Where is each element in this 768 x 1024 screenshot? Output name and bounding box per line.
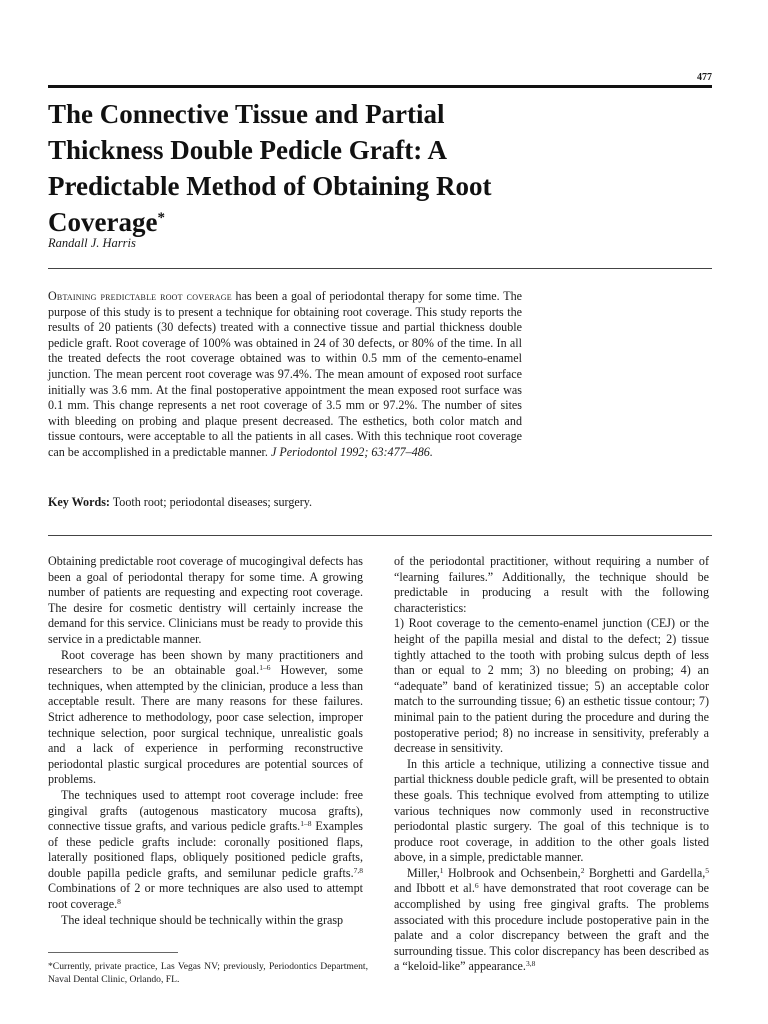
reference-marker: 7,8 [353,865,363,875]
article-title [48,96,588,240]
paragraph: In this article a technique, utilizing a connective tissue and partial thickness double pedicle graft, will be presented to obtain these goals. This technique evolved from attempting to utilize various techniques now commonly used in reconstructive periodontal plastic surgery. The goal of this technique is to produce root coverage, in addition to the other goals listed above, in a simple, predictable manner. [394,756,709,865]
paragraph: Obtaining predictable root coverage of mucogingival defects has been a goal of periodontal therapy for some time. A growing number of patients are requesting and expecting root coverage. The desire for cosmetic dentistry will certainly increase the demand for this service. Clinicians must be ready to provide this service in a predictable manner. [48,554,363,646]
author-name: Randall J. Harris [48,236,136,250]
body-column-left [48,554,363,928]
abstract-body: has been a goal of periodontal therapy for some time. The purpose of this study is to present a technique for obtaining root coverage. This study reports the results of 20 patients (30 defects) treated with a connective tissue and partial thickness double pedicle graft. Root coverage of 100% was obtained in 24 of 30 defects, or 80% of the time. In all the treated defects the root coverage obtained was to within 0.5 mm of the cemento-enamel junction. The mean percent root coverage was 97.4%. The mean amount of exposed root surface initially was 3.6 mm. At the final postoperative appointment the mean exposed root surface was 0.1 mm. This change represents a net root coverage of 3.5 mm or 97.2%. The number of sites with bleeding on probing and plaque present decreased. The esthetics, both color match and tissue contours, were acceptable to all the patients in all cases. With this technique root coverage can be accomplished in a predictable manner. [48,289,522,459]
page-number: 477 [697,72,712,83]
paragraph: Root coverage has been shown by many practitioners and researchers to be an obtainable goal.$^{1-6}$ However, some techniques, when attempted by the clinician, produce a less than acceptable result. There are many reasons for these failures. Strict adherence to methodology, poor case selection, improper technique selection, poor surgical technique, unrealistic goals and a lack of experience in performing reconstructive periodontal plastic surgical procedures are potential sources of problems. [48,647,363,787]
abstract [48,289,522,461]
paragraph: The ideal technique should be technically within the grasp [61,912,344,927]
paragraph: Miller,$^1$ Holbrook and Ochsenbein,$^2$ Borghetti and Gardella,$^5$ and Ibbott et al.$^6$ have demonstrated that root coverage can be accomplished by using free gingival grafts. The problems associated with this procedure include postoperative pain in the palate and a color discrepancy between the graft and the surrounding tissue. This color discrepancy has been described as a “keloid-like” appearance.$^{3,8}$ [394,865,709,974]
reference-marker: 1 [439,865,444,875]
reference-marker: 3,8 [525,959,536,969]
abstract-lead: Obtaining predictable root coverage [48,289,232,303]
reference-marker: 8 [117,897,121,907]
footnote-rule [48,952,178,953]
body-column-right [394,554,709,975]
paragraph: of the periodontal practitioner, without requiring a number of “learning failures.” Additionally, the technique should be predictable in producing a result with the following characteristics: [394,554,709,615]
abstract-citation: J Periodontol 1992; 63:477–486. [270,444,433,459]
keywords-text: Tooth root; periodontal diseases; surgery. [109,495,313,509]
keywords [48,494,522,510]
abstract-bottom-rule [48,535,712,536]
reference-marker: 5 [705,865,709,875]
reference-marker: 6 [474,881,479,891]
title-footnote-marker: * [157,210,165,226]
header-rule [48,85,712,88]
reference-marker: 2 [580,865,585,875]
characteristics-list: 1) Root coverage to the cemento-enamel junction (CEJ) or the height of the papilla mesial and distal to the defect; 2) tissue tightly attached to the tooth with probing sulcus depth of less than or equal to 2 mm; 3) no bleeding on probing; 4) an “adequate” band of keratinized tissue; 5) an acceptable color match to the surrounding tissue; 6) an esthetic tissue contour; 7) minimal pain to the patient during the procedure and during the postoperative period; 8) no increase in sensitivity, preferably a decrease in sensitivity. [394,616,709,756]
reference-marker: 1–6 [259,663,271,673]
author-footnote: *Currently, private practice, Las Vegas NV; previously, Periodontics Department, Naval Dental Clinic, Orlando, FL. [48,961,368,985]
reference-marker: 1–8 [300,819,312,829]
title-line-4: Coverage [48,207,158,237]
title-line-3: Predictable Method of Obtaining Root [48,171,492,201]
keywords-label: Key Words: [48,495,110,509]
paragraph: The techniques used to attempt root coverage include: free gingival grafts (autogenous masticatory mucosa grafts), connective tissue grafts, and various pedicle grafts.$^{1-8}$ Examples of these pedicle grafts include: coronally positioned flaps, laterally positioned flaps, obliquely positioned pedicle grafts, double papilla pedicle grafts, and semilunar pedicle grafts.$^{7,8}$ Combinations of 2 or more techniques are also used to attempt root coverage.$^8$ [48,787,364,912]
abstract-top-rule [48,268,712,269]
title-line-2: Thickness Double Pedicle Graft: A [48,135,447,165]
title-line-1: The Connective Tissue and Partial [48,99,445,129]
